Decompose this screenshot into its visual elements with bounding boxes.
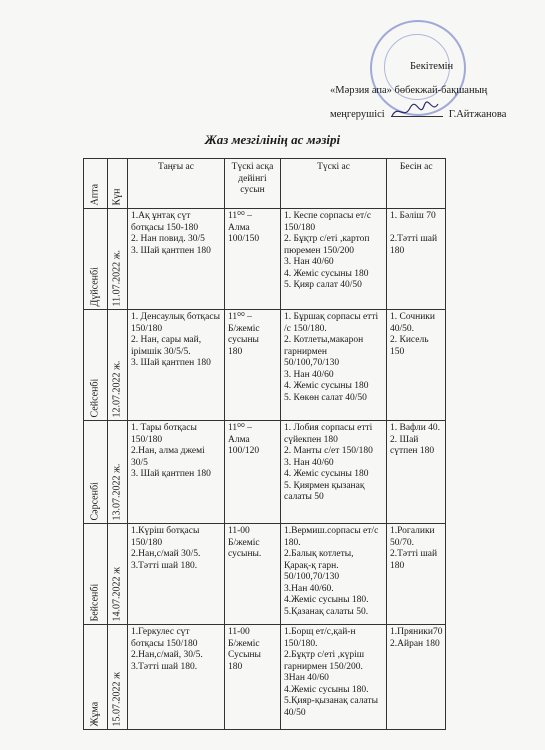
breakfast-item: 3. Шай қантпен 180 [131, 469, 211, 479]
lunch-item: 3Нан 40/60 [284, 673, 329, 683]
weekday-label: Дүйсенбі [89, 266, 100, 306]
snack-cell [225, 625, 281, 730]
date-label: 12.07.2022 ж. [111, 360, 122, 417]
header-row [84, 159, 446, 209]
weekday-label: Сейсенбі [89, 378, 100, 417]
menu-body [84, 209, 446, 730]
approval-org: «Мәрзия апа» бөбекжай-бақшаның [330, 85, 488, 96]
snack-item: сусыны [228, 335, 259, 345]
breakfast-item: 3.Тәтті шай 180. [131, 560, 198, 571]
snack-item: 180 [228, 661, 243, 672]
breakfast-item: 1. Денсаулық ботқасы 150/180 [131, 312, 220, 334]
afternoon-item: 2.Тәтті шай 180 [390, 234, 438, 256]
breakfast-cell [128, 310, 225, 421]
afternoon-item: 2. Шай сүтпен 180 [390, 434, 435, 456]
date-cell [108, 310, 128, 421]
snack-item: сусыны. [228, 549, 262, 559]
breakfast-item: 1.Күріш ботқасы 150/180 [131, 526, 200, 548]
page-title: Жаз мезгілінің ас мәзірі [204, 132, 341, 147]
snack-cell [225, 524, 281, 625]
snack-item: 100/120 [228, 446, 260, 456]
afternoon-item: 1.Рогалики 50/70. [390, 526, 435, 548]
afternoon-cell [387, 421, 446, 524]
lunch-item: 5. Қияр салат 40/50 [284, 280, 362, 290]
snack-item: Сусыны [228, 650, 261, 660]
breakfast-item: 2. Нан повид. 30/5 [131, 234, 205, 244]
snack-item: 11⁰⁰ – [228, 312, 252, 322]
lunch-item: 3.Нан 40/60. [284, 583, 334, 594]
snack-item: 11⁰⁰ – [228, 211, 252, 221]
approval-signer [330, 108, 506, 122]
weekday-label: Сәрсенбі [89, 481, 100, 520]
afternoon-item: 1. Вафли 40. [390, 423, 441, 433]
table-row [84, 524, 446, 625]
breakfast-item: 1.Ақ ұнтақ сүт ботқасы 150-180 [131, 211, 199, 233]
lunch-item: 4. Жеміс сусыны 180 [284, 469, 369, 479]
lunch-cell [281, 625, 387, 730]
header-day: Күн [108, 159, 128, 209]
breakfast-cell [128, 625, 225, 730]
lunch-item: 2.Бұқтр с/еті ,күріш гарнирмен 150/200. [284, 650, 365, 672]
date-cell [108, 209, 128, 310]
lunch-item: 3. Нан 40/60 [284, 369, 334, 380]
signature-line [391, 116, 443, 117]
snack-item: Б/жеміс [228, 323, 260, 334]
breakfast-item: 3. Шай қантпен 180 [131, 245, 211, 256]
breakfast-item: 2.Нан,с/май 30/5. [131, 549, 201, 559]
afternoon-item: 1. Бәліш 70 [390, 211, 436, 221]
date-label: 13.07.2022 ж. [111, 463, 122, 520]
lunch-item: 5. Көкөн салат 40/50 [284, 392, 367, 403]
lunch-item: 3. Нан 40/60 [284, 257, 334, 267]
lunch-item: 2.Балық котлеты, Қарақ-қ гарн. 50/100,70/130 [284, 549, 354, 582]
snack-cell [225, 310, 281, 421]
header-breakfast: Таңғы ас [128, 159, 225, 209]
header-snack: Түскі асқа дейінгі сусын [225, 159, 281, 209]
breakfast-item: 1.Геркулес сүт ботқасы 150/180 [131, 627, 198, 649]
breakfast-item: 2.Нан,с/май, 30/5. [131, 650, 203, 660]
snack-cell [225, 209, 281, 310]
lunch-cell [281, 310, 387, 421]
weekday-label: Жұма [89, 701, 100, 726]
lunch-item: 2. Котлеты,макарон гарнирмен 50/100,70/130 [284, 335, 364, 368]
breakfast-item: 2.Нан, алма джемі 30/5 [131, 446, 205, 468]
breakfast-cell [128, 524, 225, 625]
table-row [84, 310, 446, 421]
afternoon-item: 2.Тәтті шай 180 [390, 549, 438, 571]
breakfast-item: 1. Тары ботқасы 150/180 [131, 423, 197, 445]
breakfast-cell [128, 209, 225, 310]
breakfast-item: 2. Нан, сары май, ірімшік 30/5/5. [131, 335, 202, 357]
breakfast-item: 3.Тәтті шай 180. [131, 661, 198, 672]
lunch-item: 5. Қиярмен қызанақ салаты 50 [284, 480, 365, 502]
lunch-item: 1.Борщ ет/с,қай-н 150/180. [284, 627, 356, 649]
lunch-item: 1. Кеспе сорпасы ет/с 150/180 [284, 211, 372, 233]
lunch-cell [281, 209, 387, 310]
afternoon-item: 2. Кисель 150 [390, 335, 429, 357]
lunch-item: 2. Бұқтр с/еті ,картоп пюремен 150/200 [284, 234, 370, 256]
lunch-item: 4.Жеміс сусыны 180. [284, 595, 369, 605]
date-label: 14.07.2022 ж [111, 566, 122, 621]
snack-item: Алма [228, 434, 250, 445]
lunch-item: 4.Жеміс сусыны 180. [284, 684, 369, 695]
lunch-item: 1.Вермиш.сорпасы ет/с 180. [284, 526, 379, 548]
snack-item: 11-00 [228, 627, 250, 637]
lunch-item: 4. Жеміс сусыны 180 [284, 268, 369, 279]
date-label: 15.07.2022 ж [111, 671, 122, 726]
date-cell [108, 524, 128, 625]
approval-title: Бекітемін [410, 61, 454, 72]
table-row [84, 421, 446, 524]
date-cell [108, 421, 128, 524]
lunch-item: 3. Нан 40/60 [284, 457, 334, 468]
snack-item: 100/150 [228, 234, 260, 244]
snack-cell [225, 421, 281, 524]
afternoon-item [390, 223, 442, 235]
lunch-item: 1. Лобия сорпасы етті сүйекпен 180 [284, 423, 373, 445]
approval-name: Г.Айтжанова [448, 109, 507, 120]
afternoon-item: 1. Сочники 40/50. [390, 312, 435, 334]
snack-item: 180 [228, 346, 243, 357]
weekday-cell [84, 524, 108, 625]
table-row [84, 625, 446, 730]
snack-item: 11-00 [228, 526, 250, 536]
snack-item: 11⁰⁰ – [228, 423, 252, 433]
lunch-item: 5.Қияр-қызанақ салаты 40/50 [284, 696, 378, 718]
weekday-cell [84, 209, 108, 310]
snack-item: Б/жеміс [228, 638, 260, 649]
breakfast-cell [128, 421, 225, 524]
snack-item: Алма [228, 222, 250, 233]
afternoon-item: 1.Пряники70 [390, 627, 443, 637]
breakfast-item: 3. Шай қантпен 180 [131, 358, 211, 368]
lunch-item: 4. Жеміс сусыны 180 [284, 381, 369, 391]
approval-position: меңгерушісі [330, 109, 385, 120]
date-cell [108, 625, 128, 730]
header-lunch: Түскі ас [281, 159, 387, 209]
date-label: 11.07.2022 ж. [111, 249, 122, 306]
lunch-item: 1. Бұршақ сорпасы етті /с 150/180. [284, 312, 379, 334]
table-row [84, 209, 446, 310]
lunch-cell [281, 421, 387, 524]
snack-item: Б/жеміс [228, 537, 260, 548]
afternoon-cell [387, 524, 446, 625]
header-week: Апта [84, 159, 108, 209]
lunch-item: 2. Манты с/ет 150/180 [284, 446, 373, 456]
lunch-cell [281, 524, 387, 625]
header-afternoon: Бесін ас [387, 159, 446, 209]
weekday-cell [84, 421, 108, 524]
afternoon-cell [387, 625, 446, 730]
lunch-item: 5.Қазанақ салаты 50. [284, 606, 369, 617]
weekday-label: Бейсенбі [89, 583, 100, 621]
weekday-cell [84, 310, 108, 421]
afternoon-cell [387, 310, 446, 421]
afternoon-cell [387, 209, 446, 310]
menu-table [83, 158, 446, 730]
afternoon-item: 2.Айран 180 [390, 638, 440, 649]
weekday-cell [84, 625, 108, 730]
